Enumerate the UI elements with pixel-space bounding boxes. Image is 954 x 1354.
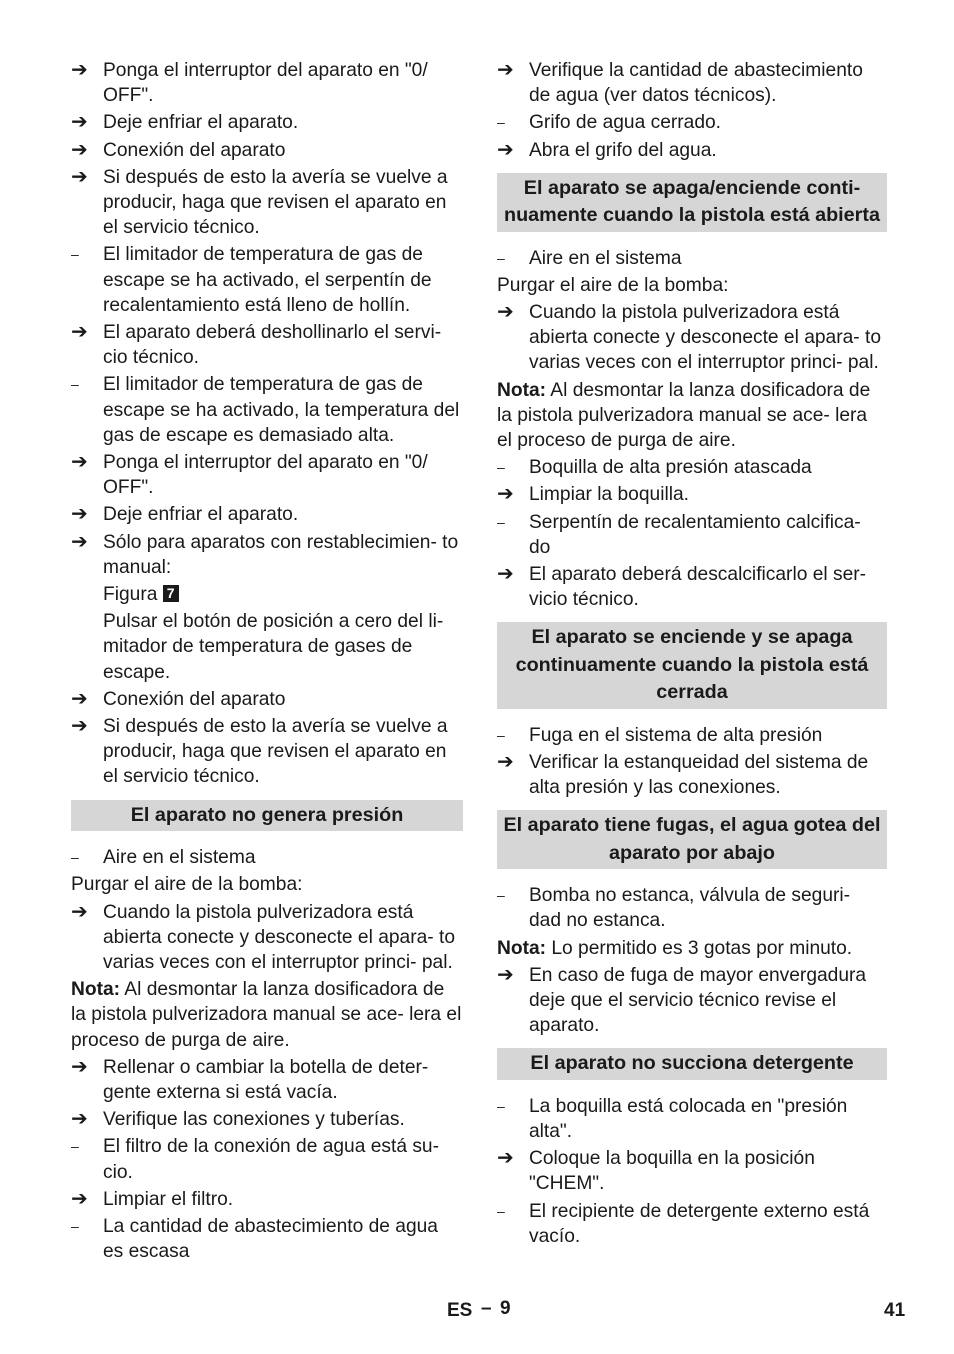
instruction-item (71, 58, 463, 108)
instruction-item (497, 482, 887, 507)
item-text: El filtro de la conexión de agua está su- cio. (103, 1136, 439, 1183)
item-text: Verifique las conexiones y tuberías. (103, 1109, 405, 1131)
instruction-item (71, 1187, 463, 1212)
footer-language: ES (447, 1300, 473, 1321)
instruction-item (71, 165, 463, 241)
item-text: Rellenar o cambiar la botella de deter- gente externa si está vacía. (103, 1056, 429, 1103)
note-text: Al desmontar la lanza dosificadora de la pistola pulverizadora manual se ace- lera el proceso de purga de aire. (497, 379, 871, 452)
instruction-item (497, 750, 887, 800)
section-heading-leaks: El aparato tiene fugas, el agua gotea del aparato por abajo (497, 810, 887, 869)
right-list-4 (497, 455, 887, 612)
purge-intro: Purgar el aire de la bomba: (497, 274, 729, 296)
right-list-8 (497, 1094, 887, 1249)
figure-instruction: Pulsar el botón de posición a cero del li- mitador de temperatura de gases de escape. (103, 611, 444, 683)
cause-item (497, 883, 887, 933)
item-text: El aparato deberá descalcificarlo el ser- vicio técnico. (529, 564, 867, 611)
note-label: Nota: (71, 979, 121, 1001)
dash-marker: – (497, 1097, 505, 1114)
arrow-right-icon: ➔ (497, 138, 514, 161)
item-text: Aire en el sistema (529, 247, 682, 269)
arrow-right-icon: ➔ (497, 483, 514, 506)
right-list-6 (497, 883, 887, 933)
arrow-right-icon: ➔ (71, 165, 88, 188)
item-text: Deje enfriar el aparato. (103, 504, 299, 526)
instruction-item (497, 963, 887, 1039)
arrow-right-icon: ➔ (71, 900, 88, 923)
arrow-right-icon: ➔ (71, 1187, 88, 1210)
item-text: El aparato deberá deshollinarlo el servi- cio técnico. (103, 322, 442, 369)
dash-marker: – (497, 726, 505, 743)
dash-marker: – (71, 1217, 79, 1234)
dash-marker: – (71, 246, 79, 263)
cause-item (71, 845, 463, 870)
cause-item (497, 455, 887, 480)
instruction-item (71, 1055, 463, 1105)
right-list-7 (497, 963, 887, 1039)
instruction-item (71, 1107, 463, 1132)
arrow-right-icon: ➔ (71, 503, 88, 526)
purge-intro: Purgar el aire de la bomba: (71, 874, 303, 896)
arrow-right-icon: ➔ (71, 451, 88, 474)
dash-marker: – (71, 1138, 79, 1155)
arrow-right-icon: ➔ (497, 59, 514, 81)
right-list-1 (497, 58, 887, 163)
figure-reference (71, 582, 463, 607)
left-list-3 (71, 845, 463, 870)
arrow-right-icon: ➔ (497, 963, 514, 986)
item-text: Aire en el sistema (103, 847, 256, 869)
instruction-item (71, 138, 463, 163)
cause-item (71, 1134, 463, 1184)
item-text: La cantidad de abastecimiento de agua es escasa (103, 1215, 438, 1263)
arrow-right-icon: ➔ (71, 321, 88, 344)
arrow-right-icon: ➔ (71, 1055, 88, 1078)
dash-marker: – (497, 114, 505, 131)
instruction-item (497, 58, 887, 108)
dash-marker: – (497, 249, 505, 266)
item-text: El recipiente de detergente externo está vacío. (529, 1200, 870, 1247)
instruction-item (71, 502, 463, 527)
item-text: Grifo de agua cerrado. (529, 112, 721, 134)
cause-item (497, 1199, 887, 1249)
instruction-item (71, 900, 463, 976)
arrow-right-icon: ➔ (71, 687, 88, 710)
item-text: El limitador de temperatura de gas de escape se ha activado, la temperatura del gas de escape es demasiado alta. (103, 374, 460, 446)
instruction-item (71, 714, 463, 790)
note-text: Al desmontar la lanza dosificadora de la pistola pulverizadora manual se ace- lera el proceso de purga de aire. (71, 979, 462, 1051)
left-list-4 (71, 900, 463, 976)
note-label: Nota: (497, 937, 547, 959)
note-label: Nota: (497, 379, 547, 401)
instruction-item (71, 450, 463, 500)
section-heading-no-pressure: El aparato no genera presión (71, 800, 463, 831)
item-text: La boquilla está colocada en "presión alta". (529, 1095, 848, 1142)
arrow-right-icon: ➔ (71, 111, 88, 134)
cause-item (497, 110, 887, 135)
item-text: El limitador de temperatura de gas de escape se ha activado, el serpentín de recalentamiento está lleno de hollín. (103, 244, 432, 316)
item-text: Ponga el interruptor del aparato en "0/ OFF". (103, 452, 428, 499)
cause-item (497, 723, 887, 748)
arrow-right-icon: ➔ (71, 138, 88, 161)
arrow-right-icon: ➔ (497, 301, 514, 324)
arrow-right-icon: ➔ (497, 1147, 514, 1170)
arrow-right-icon: ➔ (497, 563, 514, 586)
figure-number-badge: 7 (163, 585, 179, 602)
item-text: Bomba no estanca, válvula de seguri- dad no estanca. (529, 885, 851, 932)
arrow-right-icon: ➔ (497, 750, 514, 773)
item-text: Ponga el interruptor del aparato en "0/ OFF". (103, 60, 428, 107)
item-text: Serpentín de recalentamiento calcifica- do (529, 511, 861, 558)
instruction-item (71, 530, 463, 580)
instruction-item (497, 300, 887, 376)
cause-item (497, 246, 887, 271)
right-list-2 (497, 246, 887, 271)
instruction-item (497, 1146, 887, 1196)
note-paragraph (497, 936, 887, 961)
item-text: Limpiar el filtro. (103, 1188, 234, 1210)
dash-marker: – (71, 849, 79, 866)
dash-marker: – (497, 1202, 505, 1219)
item-text: Verifique la cantidad de abastecimiento de agua (ver datos técnicos). (529, 60, 863, 107)
left-list-2 (71, 687, 463, 790)
instruction-item (497, 138, 887, 163)
instruction-item (71, 110, 463, 135)
item-text: Deje enfriar el aparato. (103, 112, 299, 134)
footer-section-page: 9 (500, 1298, 511, 1319)
section-heading-no-detergent: El aparato no succiona detergente (497, 1048, 887, 1079)
cause-item (71, 1214, 463, 1264)
right-list-3 (497, 300, 887, 376)
item-text: Boquilla de alta presión atascada (529, 457, 812, 479)
item-text: Sólo para aparatos con restablecimien- to manual: (103, 531, 459, 578)
instruction-item (71, 320, 463, 370)
item-text: Limpiar la boquilla. (529, 484, 689, 506)
note-paragraph (497, 378, 887, 454)
instruction-item (497, 562, 887, 612)
dash-marker: – (497, 887, 505, 904)
footer-page-number: 41 (884, 1300, 906, 1321)
cause-item (71, 372, 463, 448)
left-list-1 (71, 58, 463, 580)
right-column (497, 58, 887, 1251)
cause-item (71, 242, 463, 318)
dash-marker: – (497, 513, 505, 530)
arrow-right-icon: ➔ (71, 715, 88, 738)
item-text: Abra el grifo del agua. (529, 139, 717, 161)
section-heading-on-off-closed: El aparato se enciende y se apaga continuamente cuando la pistola está cerrada (497, 622, 887, 708)
note-text: Lo permitido es 3 gotas por minuto. (546, 937, 853, 959)
instruction-item (71, 687, 463, 712)
figure-label: Figura (103, 584, 158, 606)
item-text: Conexión del aparato (103, 688, 286, 710)
arrow-right-icon: ➔ (71, 530, 88, 553)
note-paragraph (71, 977, 463, 1053)
item-text: Conexión del aparato (103, 139, 286, 161)
arrow-right-icon: ➔ (71, 1108, 88, 1131)
left-list-5 (71, 1055, 463, 1265)
left-column (71, 58, 463, 1266)
footer-dash: – (481, 1298, 492, 1319)
section-heading-on-off-open: El aparato se apaga/enciende conti- nuamente cuando la pistola está abierta (497, 173, 887, 232)
dash-marker: – (497, 459, 505, 476)
item-text: Coloque la boquilla en la posición "CHEM". (529, 1148, 815, 1195)
item-text: Cuando la pistola pulverizadora está abierta conecte y desconecte el apara- to varias veces con el interruptor princi- pal. (103, 901, 455, 973)
arrow-right-icon: ➔ (71, 59, 88, 81)
item-text: En caso de fuga de mayor envergadura deje que el servicio técnico revise el aparato. (529, 964, 867, 1037)
item-text: Si después de esto la avería se vuelve a producir, haga que revisen el aparato en el servicio técnico. (103, 716, 448, 788)
item-text: Verificar la estanqueidad del sistema de alta presión y las conexiones. (529, 751, 869, 799)
dash-marker: – (71, 376, 79, 393)
item-text: Fuga en el sistema de alta presión (529, 724, 823, 746)
cause-item (497, 510, 887, 560)
item-text: Si después de esto la avería se vuelve a producir, haga que revisen el aparato en el servicio técnico. (103, 166, 448, 239)
item-text: Cuando la pistola pulverizadora está abierta conecte y desconecte el apara- to varias veces con el interruptor princi- pal. (529, 302, 881, 374)
right-list-5 (497, 723, 887, 801)
cause-item (497, 1094, 887, 1144)
